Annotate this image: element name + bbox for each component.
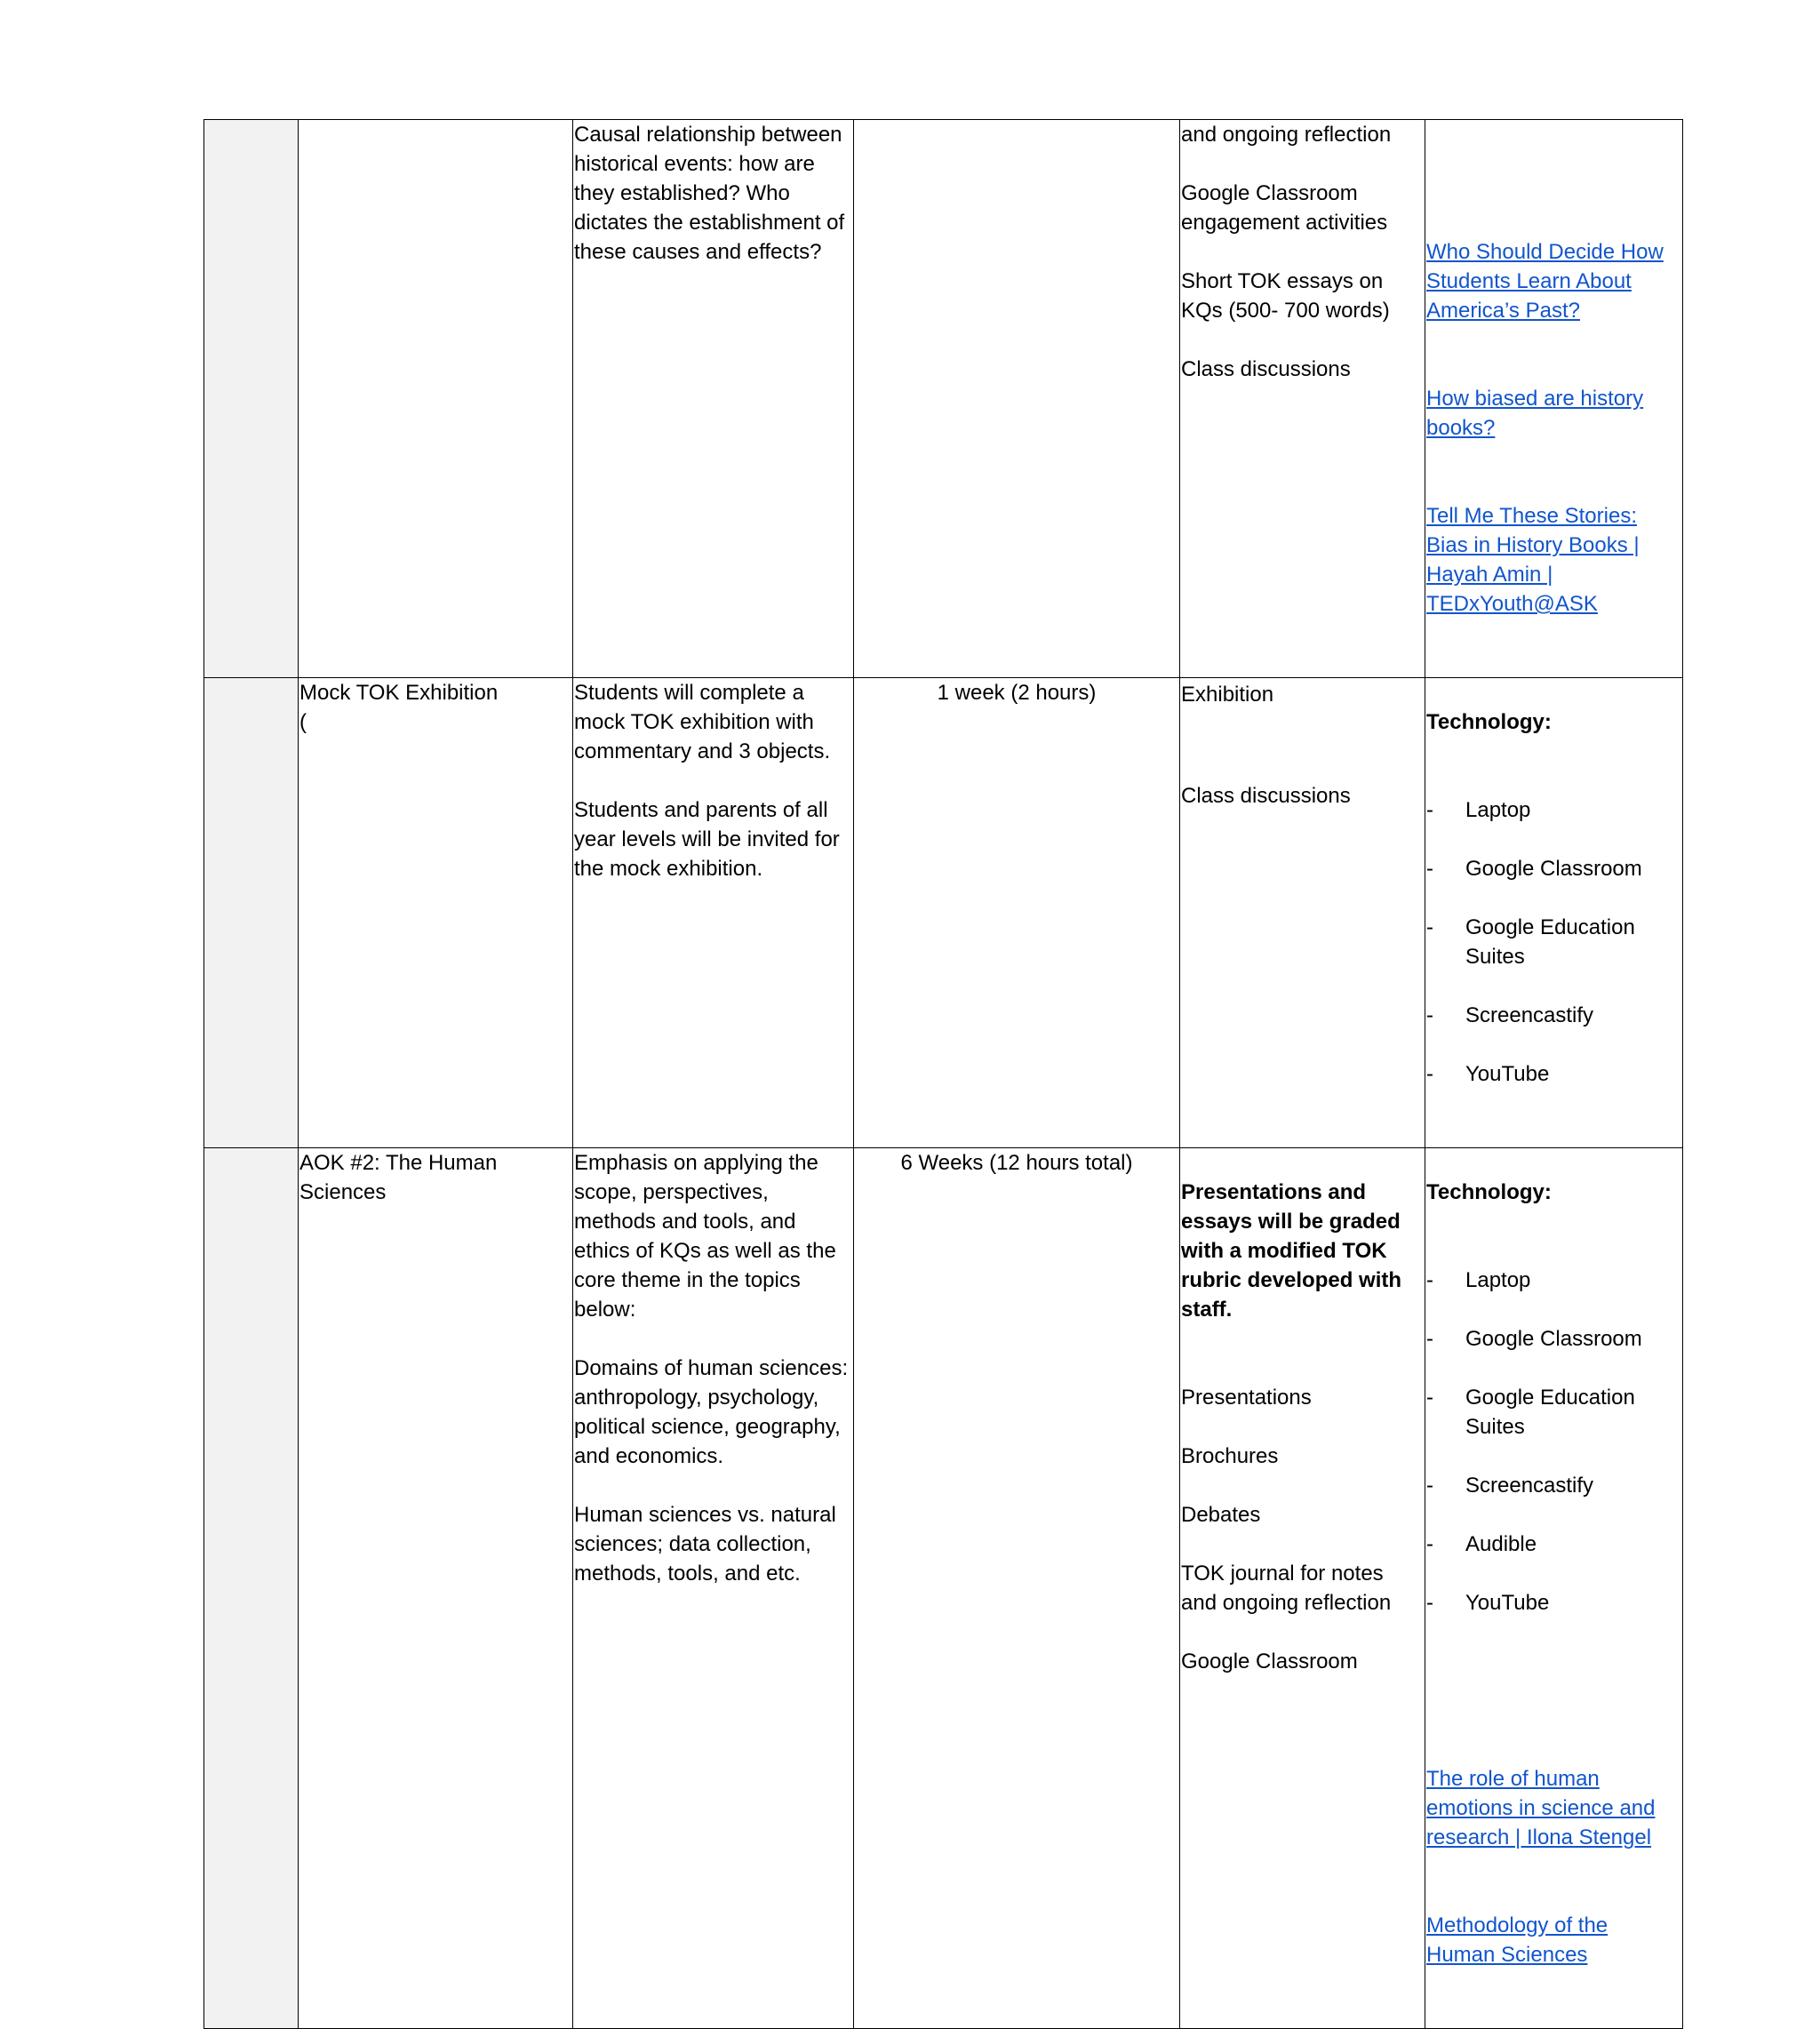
duration-cell	[854, 120, 1180, 678]
assessment-cell	[1180, 1148, 1425, 2029]
technology-list	[1426, 1236, 1681, 1647]
resource-link[interactable]: Who Should Decide How Students Learn About America’s Past?	[1426, 240, 1664, 323]
resources-cell	[1425, 120, 1683, 678]
resource-link[interactable]: How biased are history books?	[1426, 387, 1644, 440]
list-item: - Google Education Suites	[1426, 1383, 1681, 1442]
technology-heading: Technology:	[1426, 1180, 1552, 1204]
curriculum-table	[204, 119, 1683, 2029]
list-item: - Audible	[1426, 1530, 1681, 1559]
resource-link[interactable]: The role of human emotions in science and research | Ilona Stengel	[1426, 1767, 1656, 1849]
table-row	[204, 678, 1683, 1148]
table-row	[204, 120, 1683, 678]
content-cell: Causal relationship between historical events: how are they established? Who dictates the establishment of these causes and effects?	[573, 120, 854, 678]
unit-cell: Mock TOK Exhibition (	[299, 678, 573, 1148]
list-item: - YouTube	[1426, 1059, 1681, 1089]
list-item: - Laptop	[1426, 795, 1681, 825]
technology-heading: Technology:	[1426, 710, 1552, 734]
duration-cell: 6 Weeks (12 hours total)	[854, 1148, 1180, 2029]
unit-cell	[299, 120, 573, 678]
shaded-cell	[204, 1148, 299, 2029]
duration-cell: 1 week (2 hours)	[854, 678, 1180, 1148]
list-item: - Laptop	[1426, 1266, 1681, 1295]
shaded-cell	[204, 120, 299, 678]
shaded-cell	[204, 678, 299, 1148]
content-cell: Students will complete a mock TOK exhibition with commentary and 3 objects. Students and parents of all year levels will be invited for the mock exhibition.	[573, 678, 854, 1148]
assessment-text: Presentations Brochures Debates TOK journal for notes and ongoing reflection Google Classroom	[1181, 1386, 1392, 1674]
list-item: - Screencastify	[1426, 1001, 1681, 1030]
assessment-text: Exhibition Class discussions	[1181, 683, 1351, 808]
list-item: - Google Classroom	[1426, 1324, 1681, 1354]
list-item: - YouTube	[1426, 1588, 1681, 1618]
resource-link[interactable]: Tell Me These Stories: Bias in History Books | Hayah Amin | TEDxYouth@ASK	[1426, 504, 1640, 616]
content-cell: Emphasis on applying the scope, perspectives, methods and tools, and ethics of KQs as well as the core theme in the topics below: Domains of human sciences: anthropology, psychology, political science, geography, and economics. Human sciences vs. natural sciences; data collection, methods, tools, and etc.	[573, 1148, 854, 2029]
assessment-cell	[1180, 678, 1425, 1148]
list-item: - Google Education Suites	[1426, 913, 1681, 971]
list-item: - Google Classroom	[1426, 854, 1681, 883]
unit-cell: AOK #2: The Human Sciences	[299, 1148, 573, 2029]
assessment-cell	[1180, 120, 1425, 678]
table-row	[204, 1148, 1683, 2029]
technology-list	[1426, 766, 1681, 1118]
resources-cell	[1425, 678, 1683, 1148]
list-item: - Screencastify	[1426, 1471, 1681, 1500]
resources-cell	[1425, 1148, 1683, 2029]
resource-link[interactable]: Methodology of the Human Sciences	[1426, 1913, 1608, 1967]
assessment-bold-text: Presentations and essays will be graded with a modified TOK rubric developed with staff.	[1181, 1180, 1402, 1322]
assessment-text: and ongoing reflection Google Classroom engagement activities Short TOK essays on KQs (500- 700 words) Class discussions	[1181, 123, 1392, 381]
